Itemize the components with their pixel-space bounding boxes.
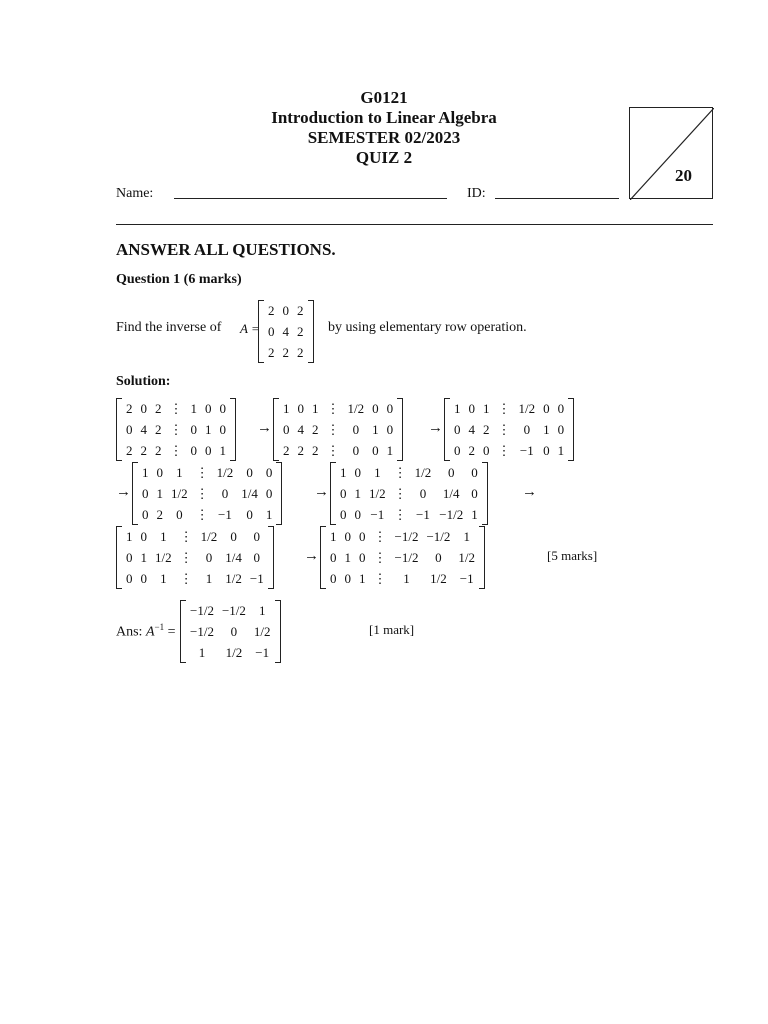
- matrix-cell: 0: [156, 465, 163, 480]
- matrix-cell: 4: [468, 422, 475, 437]
- matrix-cell: ⋮: [497, 401, 511, 416]
- matrix-cell: 0: [352, 422, 360, 437]
- matrix-body: [279, 398, 397, 461]
- right-bracket: [568, 398, 574, 461]
- matrix-cell: 1: [140, 550, 147, 565]
- matrix-cell: 1/4: [225, 550, 242, 565]
- matrix-cell: 0: [230, 624, 238, 639]
- matrix-cell: 1/4: [241, 486, 258, 501]
- score-total: 20: [675, 166, 692, 185]
- right-bracket: [479, 526, 485, 589]
- matrix-cell: 0: [142, 507, 149, 522]
- matrix-cell: 1: [126, 529, 133, 544]
- matrix-row: [326, 547, 479, 568]
- matrix-a: [258, 300, 314, 363]
- divider: [116, 224, 713, 225]
- matrix-cell: ⋮: [373, 529, 387, 544]
- matrix-row: [450, 440, 568, 461]
- answer-label: [116, 622, 176, 641]
- matrix-row: [122, 440, 230, 461]
- matrix-cell: 0: [372, 401, 379, 416]
- matrix-cell: −1/2: [394, 529, 419, 544]
- matrix-body: [450, 398, 568, 461]
- matrix-cell: 0: [471, 465, 478, 480]
- matrix-cell: 1: [198, 645, 206, 660]
- matrix-cell: −1: [519, 443, 534, 458]
- matrix-cell: ⋮: [179, 550, 193, 565]
- matrix-cell: 2: [297, 443, 304, 458]
- matrix-row: [336, 483, 482, 504]
- matrix-cell: 1/4: [442, 486, 460, 501]
- matrix-cell: ⋮: [373, 571, 387, 586]
- solution-label: Solution:: [116, 374, 171, 389]
- matrix-row: [122, 526, 268, 547]
- matrix-cell: 0: [253, 550, 261, 565]
- matrix-cell: ⋮: [326, 422, 340, 437]
- matrix-cell: ⋮: [169, 443, 183, 458]
- solution-step-4: [132, 462, 282, 525]
- matrix-cell: 0: [142, 486, 149, 501]
- matrix-row: [264, 321, 308, 342]
- name-label: Name:: [116, 186, 154, 201]
- matrix-cell: −1/2: [426, 529, 451, 544]
- matrix-cell: 0: [340, 486, 347, 501]
- matrix-cell: 0: [330, 550, 337, 565]
- answer-equals: =: [167, 624, 176, 640]
- matrix-cell: ⋮: [195, 486, 209, 501]
- matrix-cell: ⋮: [326, 443, 340, 458]
- matrix-row: [186, 621, 275, 642]
- matrix-cell: 0: [283, 422, 290, 437]
- matrix-cell: 2: [297, 345, 304, 360]
- matrix-row: [264, 342, 308, 363]
- matrix-cell: 1: [156, 486, 163, 501]
- matrix-body: [122, 398, 230, 461]
- matrix-cell: 2: [155, 401, 162, 416]
- matrix-cell: 2: [155, 443, 162, 458]
- matrix-cell: −1: [249, 571, 264, 586]
- matrix-body: [336, 462, 482, 525]
- matrix-cell: −1: [255, 645, 270, 660]
- matrix-cell: ⋮: [169, 401, 183, 416]
- matrix-row: [279, 419, 397, 440]
- matrix-cell: 1/2: [369, 486, 386, 501]
- matrix-cell: 1: [312, 401, 319, 416]
- matrix-cell: 1: [330, 529, 337, 544]
- matrix-cell: 0: [230, 529, 237, 544]
- arrow-6: →: [304, 548, 319, 564]
- matrix-row: [138, 504, 276, 525]
- right-bracket: [268, 526, 274, 589]
- matrix-cell: 0: [557, 401, 565, 416]
- matrix-cell: 0: [246, 465, 253, 480]
- matrix-row: [138, 462, 276, 483]
- matrix-cell: 0: [268, 324, 275, 339]
- matrix-cell: 2: [468, 443, 475, 458]
- matrix-cell: 0: [372, 443, 379, 458]
- question-prompt-end: by using elementary row operation.: [328, 320, 527, 335]
- solution-step-5: [330, 462, 488, 525]
- matrix-row: [122, 568, 268, 589]
- matrix-cell: 1: [374, 465, 381, 480]
- matrix-cell: 1: [372, 422, 379, 437]
- matrix-cell: 0: [386, 401, 394, 416]
- matrix-cell: 1: [190, 401, 197, 416]
- matrix-cell: 1/2: [430, 571, 447, 586]
- matrix-body: [186, 600, 275, 663]
- matrix-row: [279, 440, 397, 461]
- matrix-cell: 0: [447, 465, 455, 480]
- semester: SEMESTER 02/2023: [307, 128, 461, 147]
- solution-step-6: [116, 526, 274, 589]
- right-bracket: [397, 398, 403, 461]
- matrix-cell: 1/2: [518, 401, 536, 416]
- matrix-cell: ⋮: [179, 529, 193, 544]
- matrix-body: [264, 300, 308, 363]
- matrix-cell: 1: [543, 422, 550, 437]
- matrix-cell: 0: [221, 486, 229, 501]
- matrix-cell: 1: [283, 401, 290, 416]
- matrix-cell: ⋮: [179, 571, 193, 586]
- id-label: ID:: [467, 186, 486, 201]
- matrix-cell: ⋮: [393, 486, 407, 501]
- matrix-cell: −1: [218, 507, 232, 522]
- matrix-cell: 0: [140, 401, 147, 416]
- matrix-cell: ⋮: [373, 550, 387, 565]
- matrix-cell: 0: [454, 443, 461, 458]
- matrix-cell: 0: [340, 507, 347, 522]
- answer-symbol: A: [145, 624, 155, 640]
- matrix-cell: 1: [471, 507, 478, 522]
- matrix-cell: 1: [557, 443, 565, 458]
- matrix-cell: 1: [142, 465, 149, 480]
- matrix-cell: 1: [265, 507, 273, 522]
- matrix-cell: 0: [352, 443, 360, 458]
- course-title: Introduction to Linear Algebra: [271, 108, 497, 127]
- matrix-cell: 0: [330, 571, 337, 586]
- right-bracket: [230, 398, 236, 461]
- arrow-1: →: [257, 420, 272, 436]
- marks-steps: [5 marks]: [547, 548, 598, 563]
- matrix-cell: 0: [354, 465, 361, 480]
- matrix-cell: 0: [344, 571, 351, 586]
- matrix-cell: 0: [435, 550, 442, 565]
- matrix-cell: 2: [268, 303, 275, 318]
- matrix-cell: 0: [219, 422, 226, 437]
- matrix-row: [336, 504, 482, 525]
- matrix-a-label: A =: [240, 321, 260, 336]
- id-field[interactable]: [495, 198, 619, 199]
- matrix-cell: −1: [370, 507, 385, 522]
- quiz-title: QUIZ 2: [355, 148, 413, 167]
- matrix-cell: 1: [359, 571, 366, 586]
- matrix-cell: 0: [386, 422, 394, 437]
- matrix-cell: 4: [140, 422, 147, 437]
- matrix-cell: 1: [454, 401, 461, 416]
- matrix-cell: ⋮: [195, 465, 209, 480]
- matrix-cell: 2: [156, 507, 163, 522]
- matrix-cell: 1/2: [253, 624, 271, 639]
- solution-step-2: [273, 398, 403, 461]
- matrix-cell: 2: [312, 443, 319, 458]
- matrix-cell: ⋮: [497, 422, 511, 437]
- matrix-cell: 2: [140, 443, 147, 458]
- answer-superscript: −1: [154, 622, 165, 632]
- matrix-row: [336, 462, 482, 483]
- matrix-cell: 0: [253, 529, 261, 544]
- matrix-cell: 1: [205, 571, 213, 586]
- solution-step-1: [116, 398, 236, 461]
- right-bracket: [276, 462, 282, 525]
- matrix-row: [122, 419, 230, 440]
- matrix-cell: 0: [359, 529, 366, 544]
- matrix-cell: 1: [176, 465, 183, 480]
- marks-answer: [1 mark]: [369, 622, 415, 637]
- matrix-cell: ⋮: [393, 465, 407, 480]
- matrix-cell: 0: [468, 401, 475, 416]
- question-1-title: Question 1 (6 marks): [116, 272, 242, 287]
- matrix-cell: 0: [523, 422, 531, 437]
- matrix-cell: 0: [297, 401, 304, 416]
- matrix-row: [326, 568, 479, 589]
- matrix-cell: 0: [483, 443, 490, 458]
- matrix-cell: −1/2: [394, 550, 419, 565]
- matrix-cell: 1/2: [458, 550, 476, 565]
- matrix-cell: 1: [160, 571, 167, 586]
- matrix-body: [122, 526, 268, 589]
- matrix-row: [450, 419, 568, 440]
- matrix-row: [186, 600, 275, 621]
- matrix-cell: 0: [344, 529, 351, 544]
- matrix-cell: 2: [312, 422, 319, 437]
- matrix-row: [186, 642, 275, 663]
- question-prompt-start: Find the inverse of: [116, 320, 222, 335]
- right-bracket: [308, 300, 314, 363]
- matrix-cell: −1: [459, 571, 474, 586]
- matrix-cell: 1/2: [414, 465, 432, 480]
- matrix-cell: 2: [126, 401, 133, 416]
- matrix-row: [279, 398, 397, 419]
- matrix-cell: 0: [205, 550, 213, 565]
- answer-matrix: [180, 600, 281, 663]
- matrix-row: [138, 483, 276, 504]
- matrix-row: [122, 398, 230, 419]
- matrix-cell: ⋮: [169, 422, 183, 437]
- matrix-cell: 0: [205, 401, 212, 416]
- matrix-cell: 0: [126, 571, 133, 586]
- matrix-cell: 1: [403, 571, 410, 586]
- matrix-cell: 1: [340, 465, 347, 480]
- matrix-cell: 0: [543, 401, 550, 416]
- matrix-cell: ⋮: [393, 507, 407, 522]
- matrix-cell: 0: [190, 443, 197, 458]
- right-bracket: [482, 462, 488, 525]
- matrix-row: [264, 300, 308, 321]
- matrix-cell: 0: [246, 507, 253, 522]
- matrix-cell: 1: [205, 422, 212, 437]
- matrix-cell: 4: [297, 422, 304, 437]
- matrix-cell: 2: [283, 443, 290, 458]
- matrix-cell: ⋮: [195, 507, 209, 522]
- name-field[interactable]: [174, 198, 447, 199]
- matrix-cell: 0: [354, 507, 361, 522]
- matrix-cell: 0: [419, 486, 427, 501]
- matrix-cell: 0: [282, 303, 289, 318]
- matrix-cell: −1/2: [439, 507, 464, 522]
- solution-step-7: [320, 526, 485, 589]
- matrix-cell: 1: [386, 443, 394, 458]
- matrix-cell: 1/2: [155, 550, 172, 565]
- matrix-row: [450, 398, 568, 419]
- matrix-cell: 2: [282, 345, 289, 360]
- matrix-cell: 2: [268, 345, 275, 360]
- matrix-cell: −1/2: [221, 603, 246, 618]
- matrix-cell: 1: [344, 550, 351, 565]
- answer-prefix: Ans:: [116, 624, 143, 640]
- score-box: [629, 107, 713, 199]
- matrix-cell: 1/2: [216, 465, 234, 480]
- matrix-cell: 1: [160, 529, 167, 544]
- matrix-cell: 0: [557, 422, 565, 437]
- matrix-cell: 1: [463, 529, 470, 544]
- matrix-cell: −1/2: [190, 603, 214, 618]
- matrix-cell: 4: [282, 324, 289, 339]
- matrix-cell: 1: [483, 401, 490, 416]
- matrix-cell: 1/2: [200, 529, 218, 544]
- matrix-cell: −1/2: [190, 624, 214, 639]
- matrix-cell: 2: [126, 443, 133, 458]
- matrix-cell: 0: [219, 401, 226, 416]
- matrix-cell: 1: [354, 486, 361, 501]
- matrix-cell: 0: [205, 443, 212, 458]
- matrix-cell: 0: [471, 486, 478, 501]
- matrix-cell: 0: [359, 550, 366, 565]
- right-bracket: [275, 600, 281, 663]
- matrix-cell: 1: [258, 603, 266, 618]
- matrix-cell: ⋮: [497, 443, 511, 458]
- matrix-cell: 0: [454, 422, 461, 437]
- course-code: G0121: [360, 88, 408, 107]
- matrix-cell: 1/2: [171, 486, 188, 501]
- matrix-cell: 0: [190, 422, 197, 437]
- matrix-cell: 0: [265, 465, 273, 480]
- matrix-body: [326, 526, 479, 589]
- matrix-cell: 0: [265, 486, 273, 501]
- matrix-cell: 2: [483, 422, 490, 437]
- instruction-heading: ANSWER ALL QUESTIONS.: [116, 240, 336, 259]
- arrow-4: →: [314, 484, 329, 500]
- matrix-body: [138, 462, 276, 525]
- arrow-3: →: [116, 484, 131, 500]
- solution-step-3: [444, 398, 574, 461]
- matrix-cell: 0: [140, 529, 147, 544]
- matrix-cell: 0: [543, 443, 550, 458]
- matrix-cell: 1: [219, 443, 226, 458]
- matrix-cell: −1: [416, 507, 430, 522]
- matrix-cell: 1/2: [225, 571, 242, 586]
- score-diagonal: [630, 108, 714, 200]
- matrix-row: [122, 547, 268, 568]
- arrow-2: →: [428, 420, 443, 436]
- matrix-cell: ⋮: [326, 401, 340, 416]
- matrix-cell: 0: [126, 550, 133, 565]
- matrix-cell: 2: [297, 303, 304, 318]
- matrix-cell: 0: [176, 507, 183, 522]
- matrix-cell: 2: [155, 422, 162, 437]
- matrix-cell: 0: [126, 422, 133, 437]
- matrix-cell: 1/2: [225, 645, 243, 660]
- matrix-cell: 1/2: [347, 401, 365, 416]
- matrix-cell: 0: [140, 571, 147, 586]
- arrow-5: →: [522, 484, 537, 500]
- matrix-cell: 2: [297, 324, 304, 339]
- matrix-row: [326, 526, 479, 547]
